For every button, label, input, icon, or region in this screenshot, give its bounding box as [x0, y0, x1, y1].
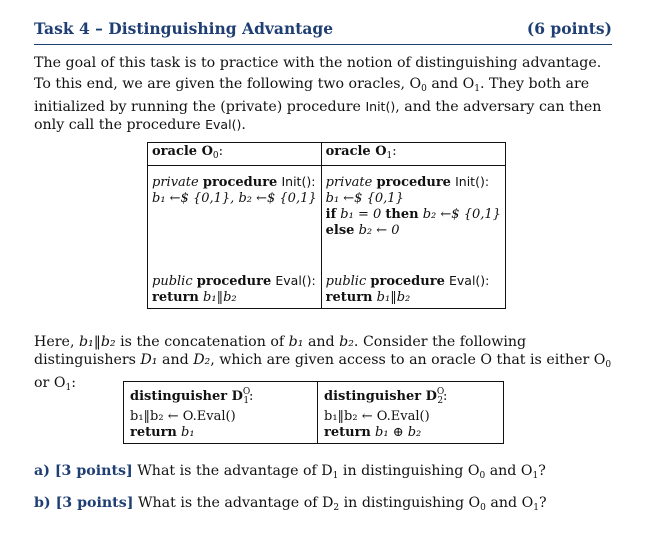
oracle-0-eval-header: public procedure Eval(): — [152, 273, 316, 289]
distinguisher-1-return: return b₁ — [130, 425, 195, 440]
oracle-0-title: oracle $O_0$: — [148, 143, 322, 166]
distinguisher-2-title: distinguisher $D^O_2$: — [324, 387, 448, 406]
distinguisher-2-return: return b₁ ⊕ b₂ — [324, 425, 422, 440]
oracle-1-body — [321, 166, 505, 307]
distinguisher-1-eval: b₁‖b₂ ← O.Eval() — [130, 409, 236, 424]
distinguisher-1-title: distinguisher $D^O_1$: — [130, 387, 254, 406]
task-title: Task 4 – Distinguishing Advantage — [34, 19, 334, 38]
oracle-0-body — [148, 166, 322, 307]
oracle-1-eval-return: return b₁‖b₂ — [325, 290, 411, 305]
oracle-1-eval-header: public procedure Eval(): — [325, 273, 490, 289]
oracle-1-init-header: private procedure Init(): — [325, 174, 490, 190]
intro-paragraph: To this end, we are given the following two oracles, $O_0$ and $O_1$. They both are initialized by running the (private) procedure Init(), and the adversary can then only call the procedure Eval(). — [34, 76, 602, 133]
eval-procedure-ref: Eval() — [205, 117, 242, 132]
distinguisher-2-eval: b₁‖b₂ ← O.Eval() — [324, 409, 430, 424]
task-points: (6 points) — [526, 19, 612, 38]
intro-line-1: The goal of this task is to practice with the notion of distinguishing advantage. — [34, 55, 602, 71]
distinguishers-table — [123, 381, 504, 444]
init-procedure-ref: Init() — [365, 99, 396, 114]
question-b: b) [3 points] What is the advantage of $D_2$ in distinguishing $O_0$ and $O_1$? — [34, 495, 547, 513]
question-a: a) [3 points] What is the advantage of $D_1$ in distinguishing $O_0$ and $O_1$? — [34, 463, 546, 481]
oracle-1-if-line: if b₁ = 0 then b₂ ←$ {0,1} — [325, 207, 501, 222]
distinguisher-2 — [318, 382, 504, 444]
task-header — [34, 18, 612, 45]
distinguisher-1 — [124, 382, 318, 444]
oracle-1-init-line1: b₁ ←$ {0,1} — [325, 191, 404, 206]
oracle-1-title: oracle $O_1$: — [321, 143, 505, 166]
oracle-0-init-header: private procedure Init(): — [152, 174, 316, 190]
oracle-0-eval-return: return b₁‖b₂ — [152, 290, 237, 305]
concat-paragraph: Here, b₁‖b₂ is the concatenation of b₁ and b₂. Consider the following distinguishers D₁ and D₂, which are given access to an oracle O that is either $O_0$ or $O_1$: — [34, 334, 612, 393]
oracles-table — [147, 142, 506, 309]
oracle-1-else-line: else b₂ ← 0 — [325, 223, 400, 238]
oracle-0-init-body: b₁ ←$ {0,1}, b₂ ←$ {0,1} — [152, 191, 317, 206]
